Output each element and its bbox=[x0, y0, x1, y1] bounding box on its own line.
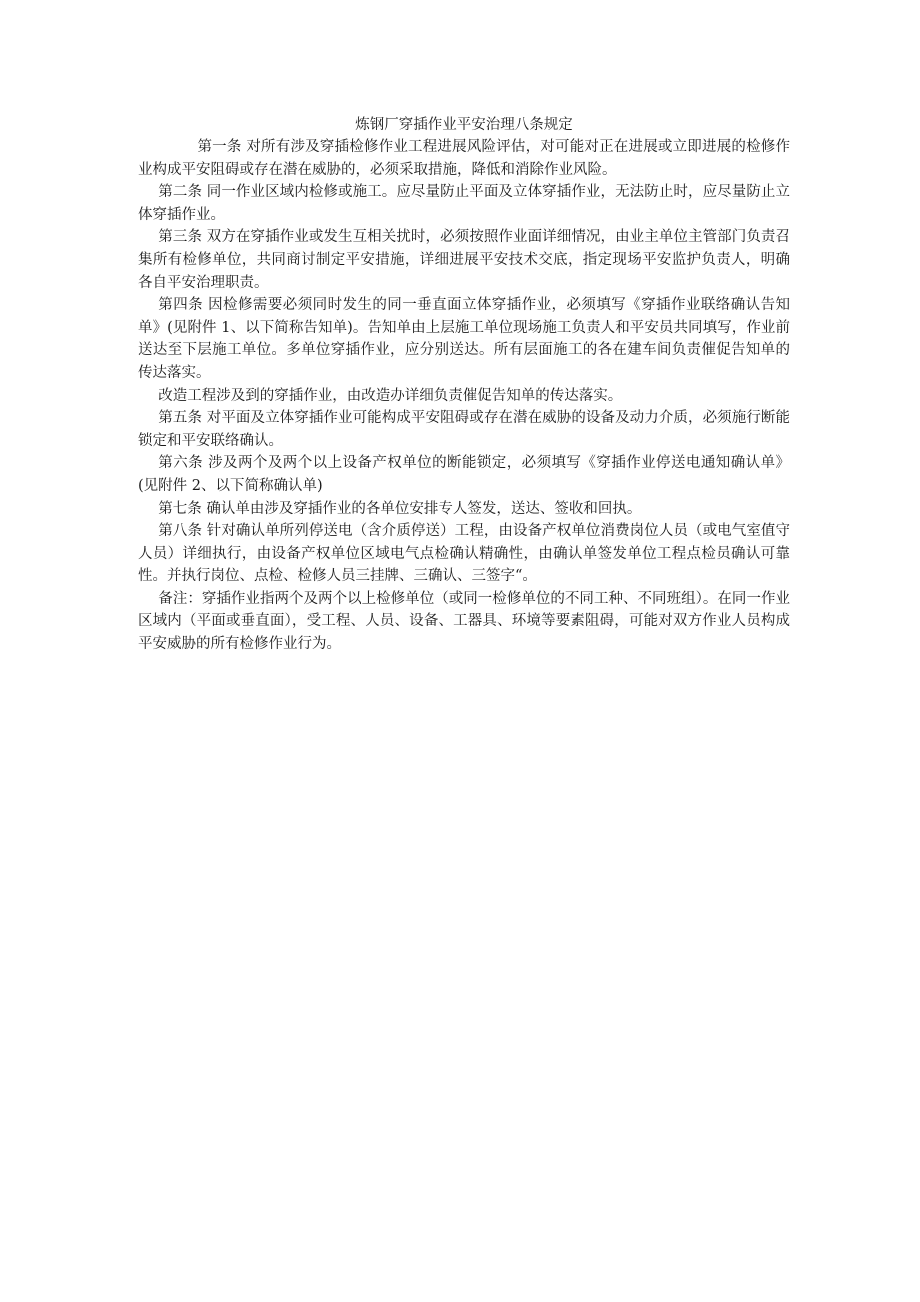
paragraph-article-5: 第五条 对平面及立体穿插作业可能构成平安阻碍或存在潜在威胁的设备及动力介质，必须施行断能锁定和平安联络确认。 bbox=[138, 410, 790, 449]
paragraph-article-1: 第一条 对所有涉及穿插检修作业工程进展风险评估，对可能对正在进展或立即进展的检修作业构成平安阻碍或存在潜在威胁的，必须采取措施，降低和消除作业风险。 bbox=[138, 139, 790, 178]
document-title: 炼钢厂穿插作业平安治理八条规定 bbox=[355, 117, 573, 133]
document-body bbox=[138, 114, 790, 656]
paragraph-article-6: 第六条 涉及两个及两个以上设备产权单位的断能锁定，必须填写《穿插作业停送电通知确认单》(见附件 2、以下简称确认单) bbox=[138, 455, 790, 494]
paragraph-remark: 备注：穿插作业指两个及两个以上检修单位（或同一检修单位的不同工种、不同班组）。在同一作业区域内（平面或垂直面），受工程、人员、设备、工器具、环境等要素阻碍，可能对双方作业人员构成平安威胁的所有检修作业行为。 bbox=[138, 590, 790, 653]
paragraph-article-8: 第八条 针对确认单所列停送电（含介质停送）工程，由设备产权单位消费岗位人员（或电气室值守人员）详细执行，由设备产权单位区域电气点检确认精确性，由确认单签发单位工程点检员确认可靠性。并执行岗位、点检、检修人员三挂牌、三确认、三签字“。 bbox=[138, 523, 790, 585]
paragraph-article-3: 第三条 双方在穿插作业或发生互相关扰时，必须按照作业面详细情况，由业主单位主管部门负责召集所有检修单位，共同商讨制定平安措施，详细进展平安技术交底，指定现场平安监护负责人，明确各自平安治理职责。 bbox=[138, 229, 790, 291]
paragraph-article-2: 第二条 同一作业区域内检修或施工。应尽量防止平面及立体穿插作业，无法防止时，应尽量防止立体穿插作业。 bbox=[138, 184, 790, 223]
paragraph-article-7: 第七条 确认单由涉及穿插作业的各单位安排专人签发，送达、签收和回执。 bbox=[158, 500, 642, 517]
paragraph-renovation-note: 改造工程涉及到的穿插作业，由改造办详细负责催促告知单的传达落实。 bbox=[158, 387, 623, 404]
paragraph-article-4: 第四条 因检修需要必须同时发生的同一垂直面立体穿插作业，必须填写《穿插作业联络确认告知单》(见附件 1、以下简称告知单)。告知单由上层施工单位现场施工负责人和平安员共同填写，作业前送达至下层施工单位。多单位穿插作业，应分别送达。所有层面施工的各在建车间负责催促告知单的传达落实。 bbox=[138, 297, 790, 381]
